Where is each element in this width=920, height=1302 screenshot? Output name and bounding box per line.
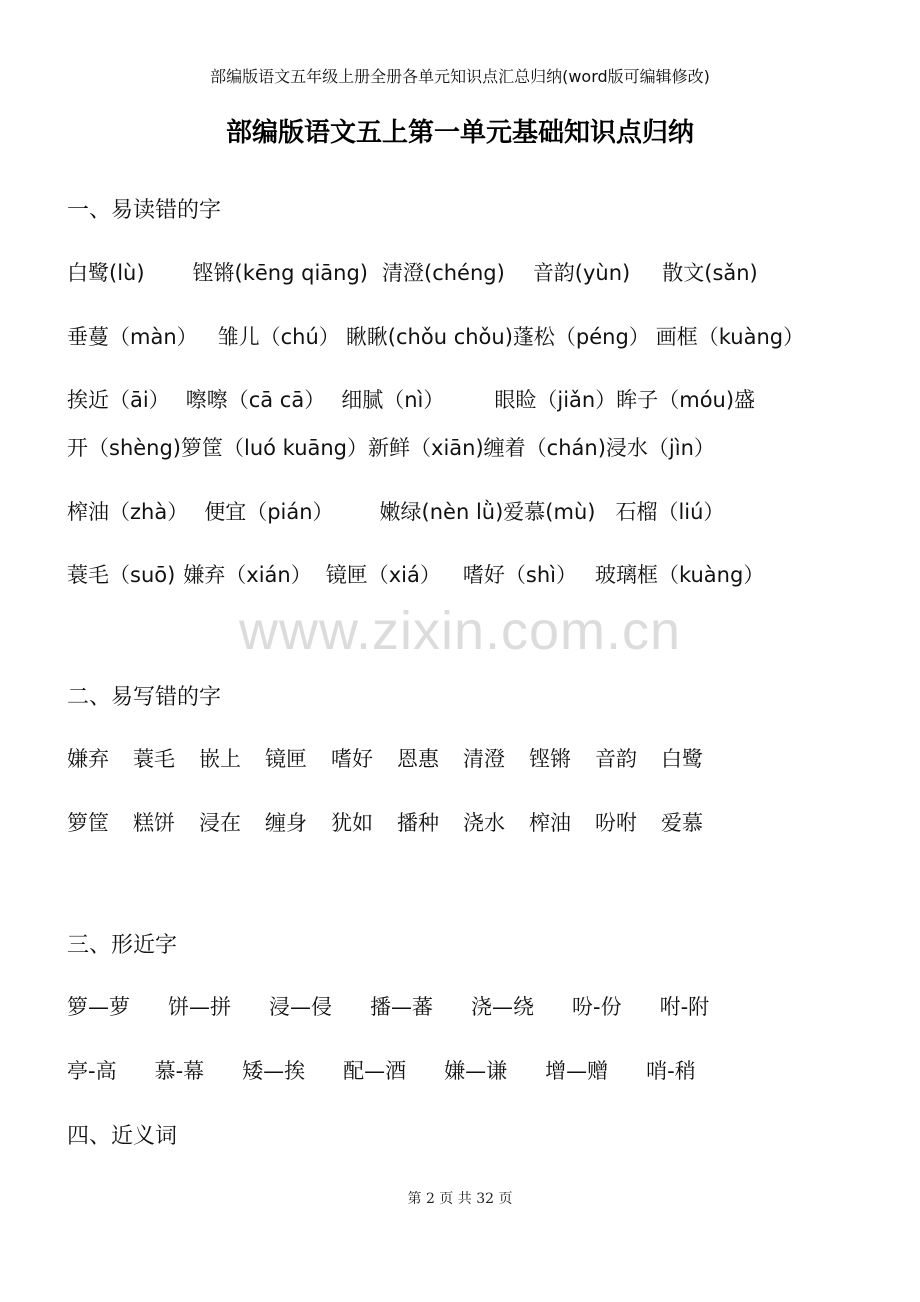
word-item: 浇水 [463,811,505,835]
word-item: 吩咐 [595,811,637,835]
word-item: 清澄 [463,747,505,771]
word-item: 画框（kuàng） [655,325,805,349]
page-title: 部编版语文五上第一单元基础知识点归纳 [225,118,694,148]
text-line [67,1055,696,1085]
text-line [67,559,764,589]
text-line [67,384,755,414]
word-item: 榨油（zhà） [67,500,189,524]
word-item: 铿锵 [529,747,571,771]
word-item: 榨油 [529,811,571,835]
word-item: 铿锵(kēng qiāng) [192,261,368,285]
word-item: 开（shèng) [67,436,182,460]
text-line [67,991,709,1021]
word-item: 恩惠 [397,747,439,771]
word-item: 蓑毛 [133,747,175,771]
section-heading-4: 四、近义词 [67,1124,178,1149]
page-footer: 第 2 页 共 32 页 [407,1191,513,1207]
word-item: 玻璃框（kuàng） [594,563,765,587]
word-item: 细腻（nì） [341,388,445,412]
word-item: 增—赠 [545,1059,609,1083]
word-item: 便宜（pián） [204,500,334,524]
word-item: 矮—挨 [242,1059,306,1083]
word-item: 镜匣（xiá） [325,563,441,587]
word-item: 播—蕃 [370,995,433,1019]
word-item: 犹如 [331,811,373,835]
text-line [67,257,758,287]
word-item: 爱慕 [661,811,703,835]
word-item: 清澄(chéng) [382,261,505,285]
word-item: 嗜好（shì） [462,563,577,587]
section-heading-3: 三、形近字 [67,933,178,958]
word-item: 蓬松（péng） [512,325,650,349]
word-item: 吩-份 [572,995,622,1019]
word-item: 配—酒 [343,1059,407,1083]
word-item: 浸—侵 [269,995,332,1019]
word-item: 爱慕(mù) [503,500,596,524]
word-item: 白鹭(lù) [67,261,145,285]
word-item: 浇—绕 [471,995,534,1019]
text-line [67,807,703,837]
word-item: 饼—拼 [168,995,231,1019]
word-item: 哨-稍 [646,1059,696,1083]
word-item: 新鲜（xiān) [368,436,484,460]
word-item: 嫌弃（xián） [183,563,312,587]
word-item: 音韵 [595,747,637,771]
word-item: 雏儿（chú） [217,325,340,349]
text-line [67,743,703,773]
word-item: 蓑毛（suō) [67,563,176,587]
word-item: 眼睑（jiǎn） [494,388,617,412]
word-item: 嫩绿(nèn lǜ) [379,500,504,524]
word-item: 挨近（āi） [67,388,170,412]
word-item: 白鹭 [661,747,703,771]
word-item: 缠身 [265,811,307,835]
word-item: 垂蔓（màn） [67,325,198,349]
text-line [67,496,724,526]
word-item: 糕饼 [133,811,175,835]
word-item: 咐-附 [659,995,710,1019]
word-item: 镜匣 [265,747,307,771]
word-item: 慕-幕 [154,1059,205,1083]
word-item: 音韵(yùn) [532,261,631,285]
word-item: 嵌上 [199,747,241,771]
word-item: 播种 [397,811,439,835]
word-item: 瞅瞅(chǒu chǒu) [345,325,513,349]
text-line [67,321,804,351]
text-line [67,432,715,462]
word-item: 嗜好 [331,747,373,771]
section-heading-1: 一、易读错的字 [67,198,222,223]
section-heading-2: 二、易写错的字 [67,685,222,710]
word-item: 箩筐（luó kuāng） [181,436,369,460]
word-item: 亭-高 [67,1059,117,1083]
word-item: 浸水（jìn） [605,436,715,460]
word-item: 嫌—谦 [444,1059,508,1083]
word-item: 浸在 [199,811,241,835]
word-item: 石榴（liú） [615,500,725,524]
word-item: 眸子（móu)盛 [616,388,756,412]
word-item: 箩筐 [67,811,109,835]
running-header: 部编版语文五年级上册全册各单元知识点汇总归纳(word版可编辑修改) [210,67,710,86]
word-item: 嚓嚓（cā cā） [185,388,326,412]
word-item: 散文(sǎn) [662,261,758,285]
word-item: 缠着（chán) [483,436,606,460]
word-item: 嫌弃 [67,747,109,771]
watermark: www.zixin.com.cn [238,601,682,661]
word-item: 箩—萝 [67,995,130,1019]
